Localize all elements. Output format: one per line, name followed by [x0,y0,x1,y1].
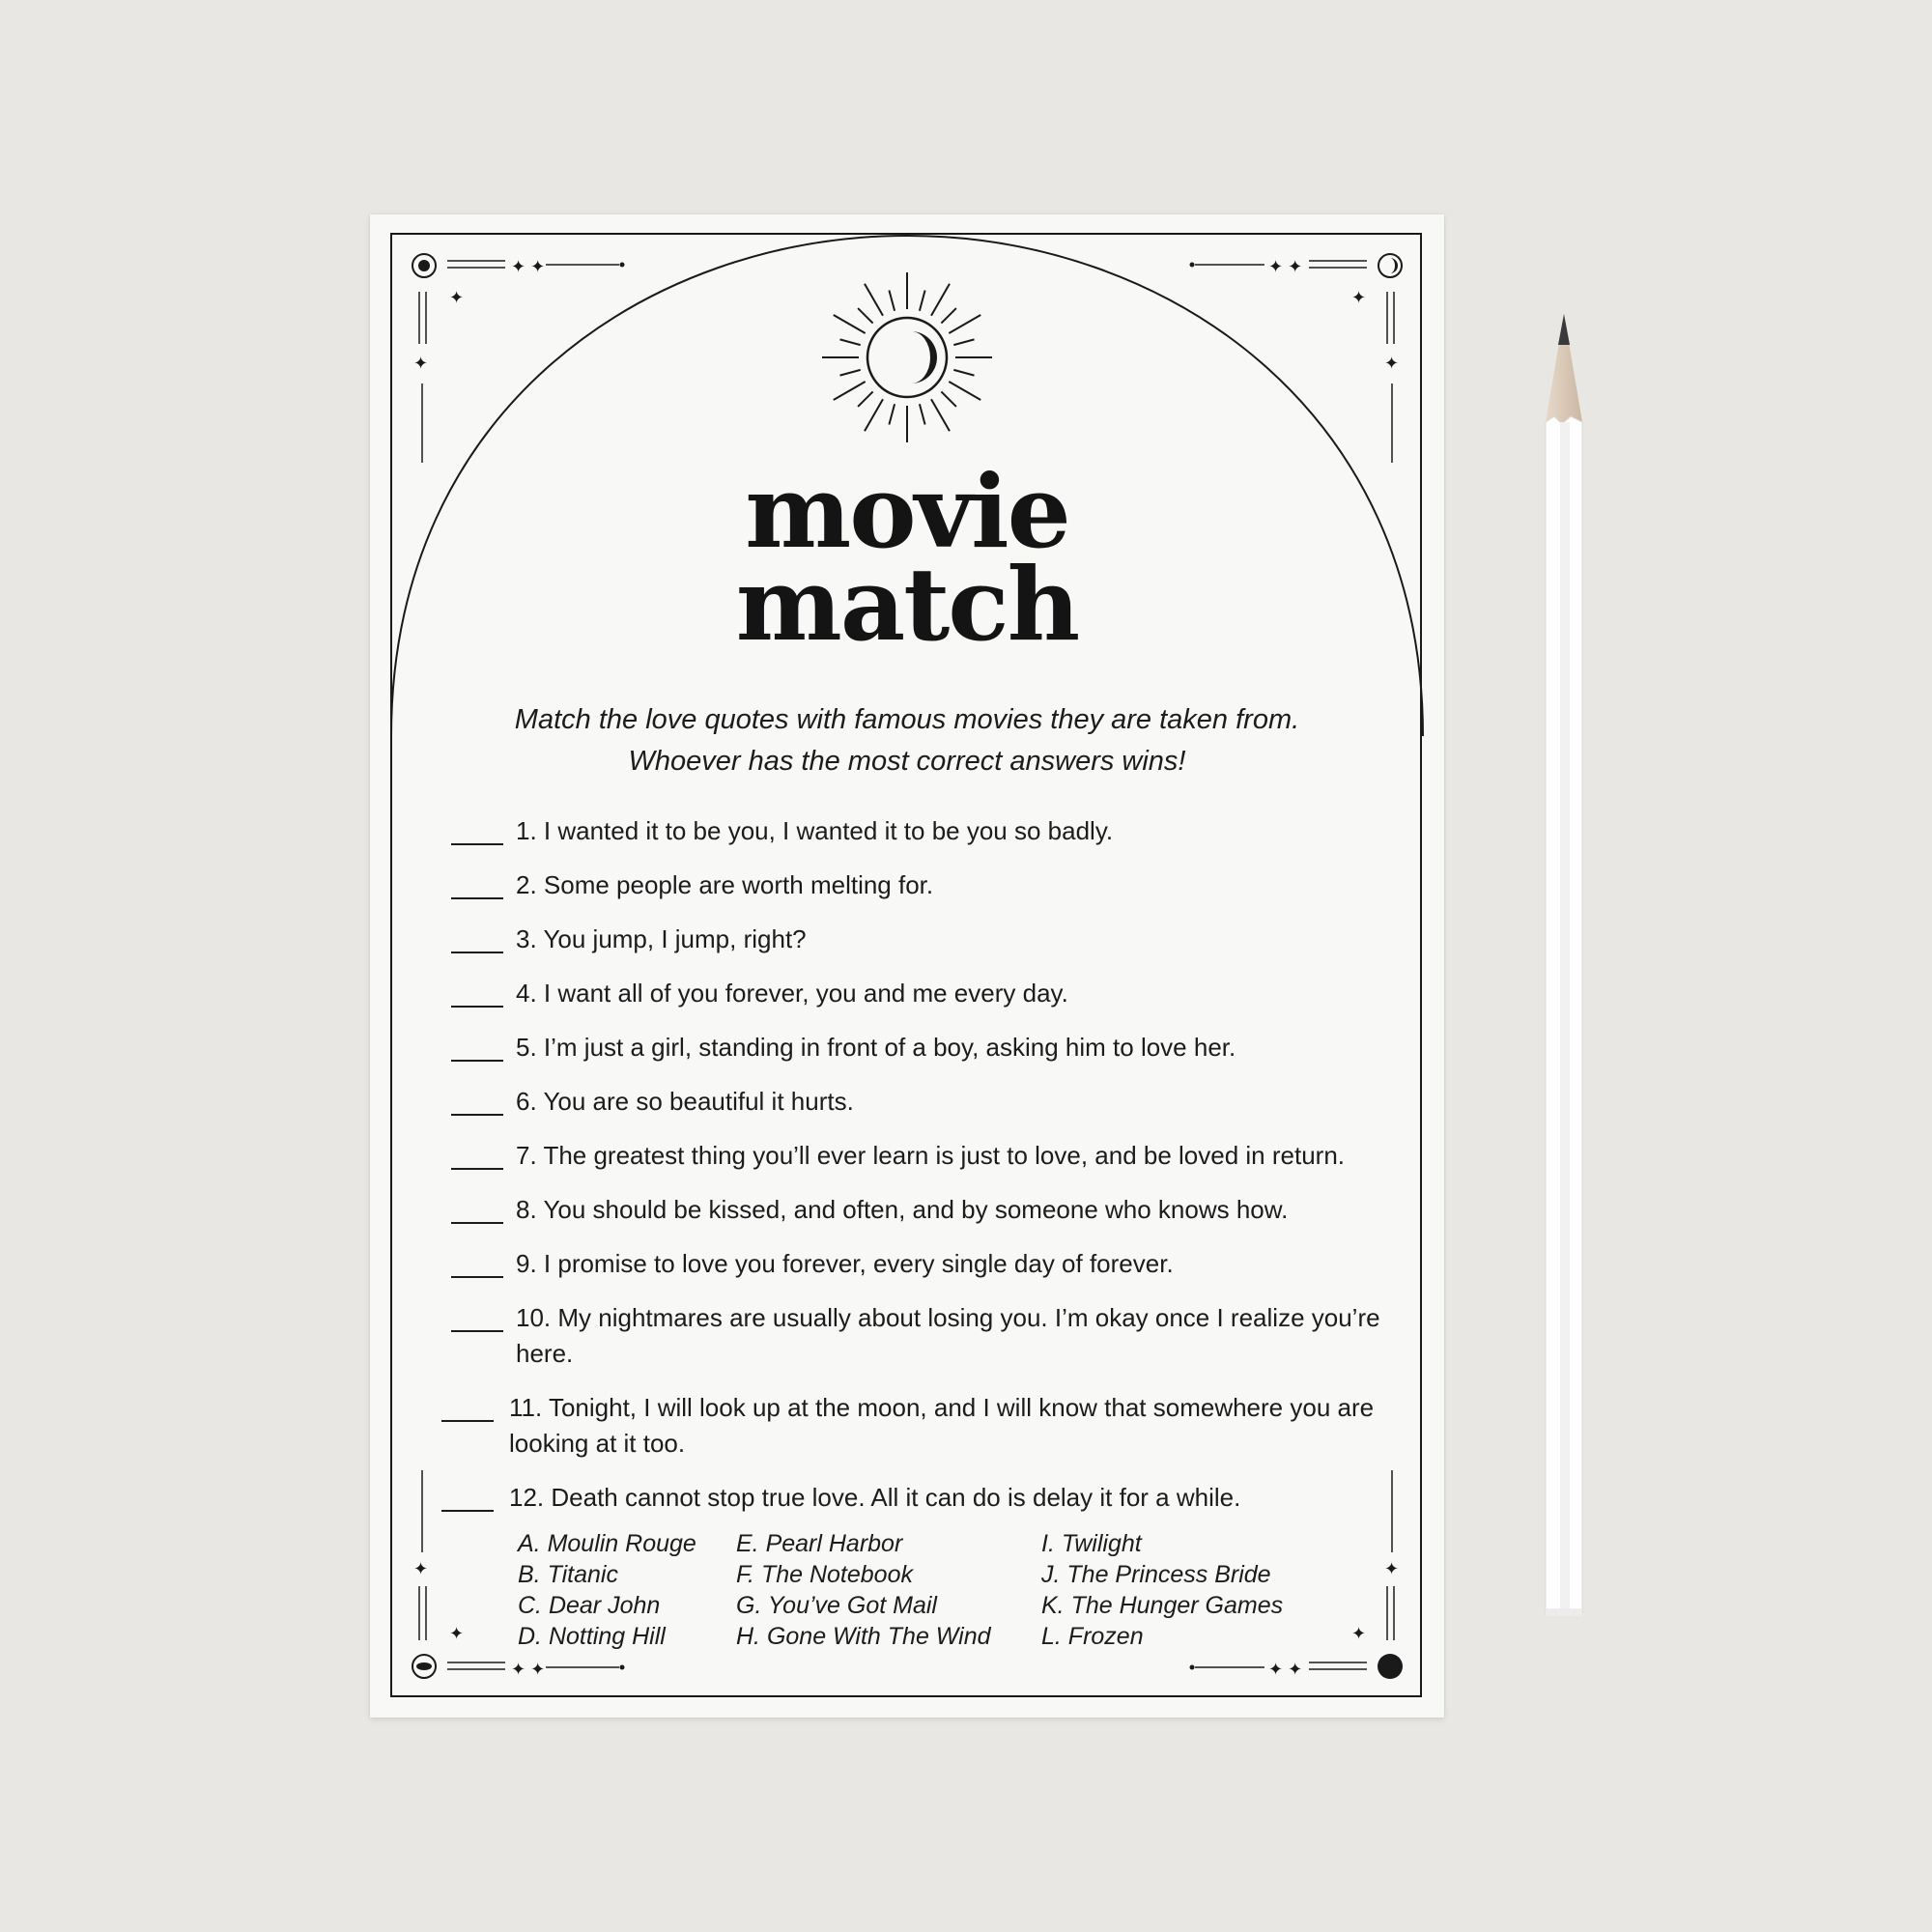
sun-ray [834,382,866,400]
svg-text:✦: ✦ [1351,288,1367,307]
svg-text:✦: ✦ [1384,1559,1400,1578]
sun-ray [865,399,883,431]
corner-ornament-top-right [1190,254,1403,463]
question-item [438,1300,1384,1372]
svg-text:✦: ✦ [1384,354,1400,373]
sun-ray [949,382,980,400]
answer-blank[interactable] [441,1420,494,1422]
question-item [438,1192,1384,1228]
answer-option: C. Dear John [518,1592,661,1619]
svg-text:✦: ✦ [449,288,465,307]
question-text: 9. I promise to love you forever, every single day of forever. [516,1249,1174,1278]
question-text: 10. My nightmares are usually about losing you. I’m okay once I realize you’re here. [516,1303,1380,1368]
sun-ray [858,308,873,324]
question-text: 5. I’m just a girl, standing in front of a boy, asking him to love her. [516,1033,1236,1062]
answer-blank[interactable] [451,952,503,953]
sun-ray [840,339,861,345]
answer-blank[interactable] [451,1330,503,1332]
answer-blank[interactable] [441,1510,494,1512]
question-text: 6. You are so beautiful it hurts. [516,1087,854,1116]
sun-ray [858,391,873,407]
answer-option: J. The Princess Bride [1041,1561,1271,1588]
answer-blank[interactable] [451,897,503,899]
question-item [438,813,1384,849]
question-text: 12. Death cannot stop true love. All it can do is delay it for a while. [509,1483,1241,1512]
answer-blank[interactable] [451,1222,503,1224]
answer-option: F. The Notebook [736,1561,913,1588]
sun-ray [941,308,956,324]
moon-icon [1378,254,1402,277]
answer-option: B. Titanic [518,1561,618,1588]
answer-blank[interactable] [451,843,503,845]
question-item [438,1480,1384,1516]
answer-option: G. You’ve Got Mail [736,1592,937,1619]
answer-blank[interactable] [451,1114,503,1116]
question-text: 4. I want all of you forever, you and me every day. [516,979,1068,1008]
question-text: 11. Tonight, I will look up at the moon, and I will know that somewhere you are looking at it too. [509,1393,1375,1458]
svg-text:✦ ✦: ✦ ✦ [511,1660,546,1679]
sun-ray [865,284,883,316]
svg-text:✦ ✦: ✦ ✦ [1268,1660,1303,1679]
corner-ornament-top-left [412,254,625,463]
answer-option: H. Gone With The Wind [736,1623,991,1650]
svg-text:✦: ✦ [449,1624,465,1643]
question-item [438,1138,1384,1174]
instructions-line-1: Match the love quotes with famous movies they are taken from. [514,704,1300,735]
answer-option: L. Frozen [1041,1623,1144,1650]
answer-option: D. Notting Hill [518,1623,666,1650]
answer-blank[interactable] [451,1168,503,1170]
sun-ray [834,315,866,333]
answer-column-1 [518,1528,696,1652]
question-text: 1. I wanted it to be you, I wanted it to be you so badly. [516,816,1114,845]
answer-blank[interactable] [451,1060,503,1062]
instructions-line-2: Whoever has the most correct answers wins! [628,746,1186,777]
answer-option: K. The Hunger Games [1041,1592,1284,1619]
sun-ray [840,370,861,376]
answer-blank[interactable] [451,1006,503,1008]
question-item [438,976,1384,1011]
svg-text:✦ ✦: ✦ ✦ [1268,257,1303,276]
svg-text:✦: ✦ [413,354,429,373]
sun-ray [953,370,974,376]
question-item [438,867,1384,903]
answer-column-3 [1041,1528,1283,1652]
question-text: 3. You jump, I jump, right? [516,924,807,953]
sun-ray [941,391,956,407]
answer-option: A. Moulin Rouge [518,1530,696,1557]
sun-ray [920,404,925,424]
sun-ray [949,315,980,333]
full-moon-icon [1378,1654,1403,1679]
question-text: 8. You should be kissed, and often, and by someone who knows how. [516,1195,1289,1224]
answer-option: E. Pearl Harbor [736,1530,903,1557]
game-card [370,214,1444,1718]
question-text: 2. Some people are worth melting for. [516,870,934,899]
game-title [370,452,1444,664]
answer-column-2 [736,1528,991,1652]
svg-text:✦ ✦: ✦ ✦ [511,257,546,276]
instructions [428,699,1386,782]
question-item [438,1084,1384,1120]
sun-ray [920,291,925,311]
question-item [438,1246,1384,1282]
question-item [438,922,1384,957]
title-line-2: match [735,545,1079,664]
svg-text:✦: ✦ [413,1559,429,1578]
sun-ray [931,284,950,316]
sun-ray [953,339,974,345]
question-item [438,1390,1384,1462]
sun-ray [931,399,950,431]
question-item [438,1030,1384,1065]
question-text: 7. The greatest thing you’ll ever learn is just to love, and be loved in return. [516,1141,1346,1170]
answer-blank[interactable] [451,1276,503,1278]
svg-text:✦: ✦ [1351,1624,1367,1643]
pencil-image [1531,314,1589,1628]
sun-ray [889,404,895,424]
question-list [438,813,1384,1534]
answer-option: I. Twilight [1041,1530,1142,1557]
sun-ray [889,291,895,311]
title-line-1: movie [745,452,1069,571]
sun-moon-icon [822,272,992,442]
